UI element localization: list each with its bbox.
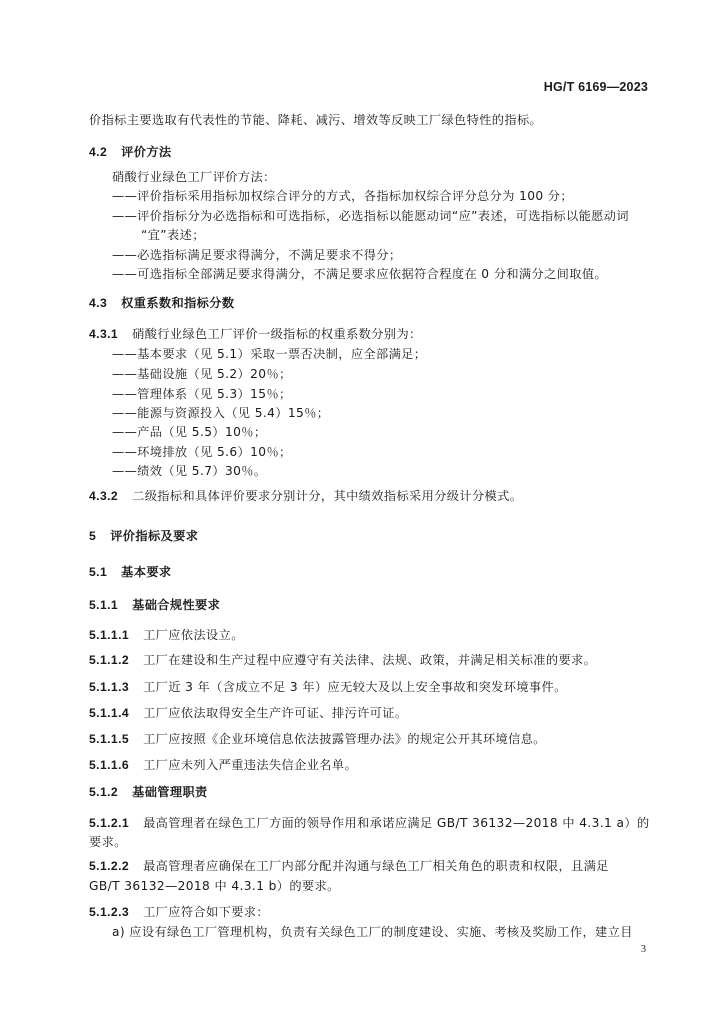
section-number: 4.2: [89, 145, 108, 159]
clause-5-1-2-2: [89, 858, 649, 874]
section-4-2-heading: [89, 144, 649, 160]
section-number: 5: [89, 529, 97, 543]
clause-text: 最高管理者应确保在工厂内部分配并沟通与绿色工厂相关角色的职责和权限，且满足: [143, 859, 609, 873]
clause-5-1-1-6: [89, 757, 649, 773]
list-item: ——绩效（见 5.7）30％。: [112, 464, 267, 478]
section-5-1-1-heading: [89, 597, 649, 613]
list-item: a) 应设有绿色工厂管理机构，负责有关绿色工厂的制度建设、实施、考核及奖励工作，建立目: [112, 925, 633, 939]
section-5-1-heading: [89, 564, 649, 580]
clause-5-1-2-1: [89, 815, 649, 831]
clause-number: 5.1.1.4: [89, 706, 130, 720]
list-item: ——管理体系（见 5.3）15％；: [112, 387, 292, 401]
clause-number: 5.1.1.6: [89, 758, 130, 772]
clause-text: 工厂应依法设立。: [143, 628, 244, 642]
section-title: 评价方法: [121, 145, 172, 159]
section-4-3-heading: [89, 295, 649, 311]
clause-text: 最高管理者在绿色工厂方面的领导作用和承诺应满足 GB/T 36132—2018 中 4.3.1 a）的: [143, 816, 650, 830]
section-number: 5.1.1: [89, 598, 119, 612]
section-5-1-2-heading: [89, 784, 649, 800]
section-title: 基本要求: [121, 565, 172, 579]
clause-continuation: GB/T 36132—2018 中 4.3.1 b）的要求。: [89, 879, 340, 893]
document-id: HG/T 6169—2023: [543, 80, 648, 94]
clause-text: 硝酸行业绿色工厂评价一级指标的权重系数分别为：: [132, 327, 422, 341]
clause-5-1-1-5: [89, 731, 649, 747]
clause-number: 4.3.1: [89, 327, 119, 341]
section-4-2-lead: 硝酸行业绿色工厂评价方法：: [112, 170, 276, 184]
list-item: ——评价指标采用指标加权综合评分的方式，各指标加权综合评分总分为 100 分；: [112, 189, 573, 203]
clause-4-3-2: [89, 488, 649, 504]
clause-number: 5.1.2.2: [89, 859, 130, 873]
clause-5-1-2-3: [89, 904, 649, 920]
clause-5-1-1-3: [89, 679, 649, 695]
clause-text: 工厂应按照《企业环境信息依法披露管理办法》的规定公开其环境信息。: [143, 732, 546, 746]
clause-text: 工厂在建设和生产过程中应遵守有关法律、法规、政策，并满足相关标准的要求。: [143, 653, 597, 667]
clause-number: 5.1.1.5: [89, 732, 130, 746]
clause-number: 5.1.2.3: [89, 905, 130, 919]
clause-continuation: 要求。: [89, 835, 127, 849]
clause-text: 工厂应依法取得安全生产许可证、排污许可证。: [143, 706, 408, 720]
list-item: ——基础设施（见 5.2）20％；: [112, 367, 292, 381]
section-title: 评价指标及要求: [110, 529, 199, 543]
section-title: 基础合规性要求: [132, 598, 221, 612]
list-item: ——能源与资源投入（见 5.4）15％；: [112, 406, 330, 420]
clause-text: 工厂应符合如下要求：: [143, 905, 269, 919]
list-item: ——可选指标全部满足要求得满分，不满足要求应依据符合程度在 0 分和满分之间取值。: [112, 267, 608, 281]
clause-number: 5.1.1.1: [89, 628, 130, 642]
list-item: ——必选指标满足要求得满分，不满足要求不得分；: [112, 248, 402, 262]
section-number: 5.1: [89, 565, 108, 579]
list-item-continuation: “宜”表述；: [141, 228, 205, 242]
clause-text: 二级指标和具体评价要求分别计分，其中绩效指标采用分级计分模式。: [132, 489, 523, 503]
clause-number: 5.1.1.2: [89, 653, 130, 667]
clause-5-1-1-2: [89, 652, 649, 668]
clause-5-1-1-4: [89, 705, 649, 721]
clause-number: 5.1.2.1: [89, 816, 130, 830]
clause-text: 工厂近 3 年（含成立不足 3 年）应无较大及以上安全事故和突发环境事件。: [143, 680, 567, 694]
list-item: ——评价指标分为必选指标和可选指标，必选指标以能愿动词“应”表述，可选指标以能愿动词: [112, 209, 629, 223]
clause-4-3-1: [89, 326, 649, 342]
section-number: 4.3: [89, 296, 108, 310]
intro-paragraph: 价指标主要选取有代表性的节能、降耗、减污、增效等反映工厂绿色特性的指标。: [89, 113, 543, 127]
list-item: ——产品（见 5.5）10％；: [112, 425, 267, 439]
section-number: 5.1.2: [89, 785, 119, 799]
section-title: 基础管理职责: [132, 785, 208, 799]
clause-number: 5.1.1.3: [89, 680, 130, 694]
section-5-heading: [89, 528, 649, 544]
clause-5-1-1-1: [89, 627, 649, 643]
clause-number: 4.3.2: [89, 489, 119, 503]
list-item: ——基本要求（见 5.1）采取一票否决制，应全部满足；: [112, 347, 427, 361]
page-number: 3: [641, 944, 646, 955]
clause-text: 工厂应未列入严重违法失信企业名单。: [143, 758, 358, 772]
section-title: 权重系数和指标分数: [121, 296, 235, 310]
list-item: ——环境排放（见 5.6）10％；: [112, 445, 292, 459]
